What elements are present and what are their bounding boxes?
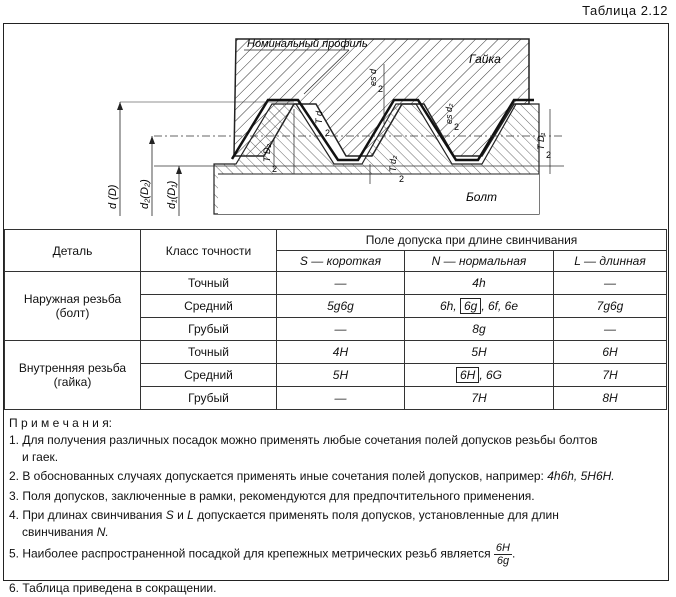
dim-d2-label: d₂(D₂) [139, 179, 151, 209]
cell-l: 7H [554, 364, 667, 387]
outer-thread-label [5, 272, 141, 341]
cell-n-boxed: 6H [456, 367, 479, 383]
class-cell: Грубый [141, 387, 277, 410]
header-s: S — короткая [277, 251, 405, 272]
dim-d-label: d (D) [107, 184, 119, 209]
header-part: Деталь [5, 230, 141, 272]
class-cell: Точный [141, 272, 277, 295]
cell-s: — [277, 387, 405, 410]
TD2-label: T D₂ [262, 144, 272, 162]
note-5-fraction [494, 542, 512, 567]
cell-l: — [554, 272, 667, 295]
cell-n-post: , 6f, 6e [481, 299, 519, 313]
notes-title: П р и м е ч а н и я: [9, 416, 113, 430]
note-4-n: N. [96, 525, 109, 539]
outer-thread-text: Наружная резьба (болт) [23, 292, 122, 320]
cell-n: 8g [404, 318, 553, 341]
note-4 [9, 507, 559, 524]
note-4-line2 [22, 524, 109, 541]
td-label: T d [314, 110, 324, 124]
note-4-text-a: 4. При длинах свинчивания [9, 508, 163, 522]
note-4-text-b: допускается применять поля допусков, установленные для длин [197, 508, 559, 522]
dim-d1-label: d₁(D₁) [166, 180, 178, 209]
cell-l: 8H [554, 387, 667, 410]
td2-two: 2 [399, 174, 405, 184]
note-5-text: 5. Наиболее распространенной посадкой для крепежных метрических резьб является [9, 546, 491, 561]
cell-l: — [554, 318, 667, 341]
nut-label: Гайка [469, 52, 501, 66]
cell-n [404, 364, 553, 387]
cell-s: 5g6g [277, 295, 405, 318]
cell-l: 7g6g [554, 295, 667, 318]
bolt-label: Болт [466, 190, 497, 204]
TD1-label: T D₁ [536, 132, 546, 150]
inner-thread-text: Внутренняя резьба (гайка) [18, 361, 127, 389]
table-row [5, 341, 667, 364]
note-4-and: и [177, 508, 184, 522]
table-row [5, 272, 667, 295]
cell-n: 5H [404, 341, 553, 364]
cell-s: 5H [277, 364, 405, 387]
cell-l: 6H [554, 341, 667, 364]
note-1b: и гаек. [22, 450, 59, 464]
note-4-text-c: свинчивания [22, 525, 94, 539]
fraction-denominator: 6g [496, 555, 510, 567]
cell-s: 4H [277, 341, 405, 364]
cell-n-pre: 6h, [439, 299, 457, 313]
header-n: N — нормальная [404, 251, 553, 272]
cell-s: — [277, 272, 405, 295]
cell-n [404, 295, 553, 318]
header-l: L — длинная [554, 251, 667, 272]
class-cell: Точный [141, 341, 277, 364]
cell-n-post: , 6G [479, 368, 502, 382]
TD2-two: 2 [272, 164, 278, 174]
cell-s: — [277, 318, 405, 341]
note-6: 6. Таблица приведена в сокращении. [9, 581, 217, 595]
class-cell: Грубый [141, 318, 277, 341]
esd2-two: 2 [454, 122, 460, 132]
note-3: 3. Поля допусков, заключенные в рамки, рекомендуются для предпочтительного применения. [9, 489, 535, 503]
table-frame [3, 23, 669, 595]
cell-n: 4h [404, 272, 553, 295]
cell-n: 7H [404, 387, 553, 410]
esd-two: 2 [378, 84, 384, 94]
note-2 [9, 468, 615, 485]
tolerance-table [4, 229, 667, 410]
header-field: Поле допуска при длине свинчивания [277, 230, 667, 251]
class-cell: Средний [141, 364, 277, 387]
esd-label: es d [368, 68, 378, 86]
class-cell: Средний [141, 295, 277, 318]
td-two: 2 [325, 128, 331, 138]
table-caption: Таблица 2.12 [582, 3, 668, 18]
inner-thread-label [5, 341, 141, 410]
note-2-text: 2. В обоснованных случаях допускается применять иные сочетания полей допусков, например: [9, 469, 544, 483]
note-4-s: S [165, 508, 174, 522]
note-5: 5. Наиболее распространенной посадкой для крепежных метрических резьб является $\frac{6H}{6g}$ . [9, 542, 516, 567]
header-class: Класс точности [141, 230, 277, 272]
nominal-profile-label: Номинальный профиль [247, 38, 368, 50]
note-2-example: 4h6h, 5H6H. [547, 469, 615, 483]
thread-profile-figure [4, 24, 667, 229]
esd2-label: es d₂ [444, 103, 454, 124]
note-4-l: L [187, 508, 194, 522]
fraction-numerator: 6H [495, 542, 510, 554]
td2-label: T d₂ [388, 155, 398, 172]
note-1a: 1. Для получения различных посадок можно применять любые сочетания полей допусков резьбы болтов [9, 433, 598, 447]
cell-n-boxed: 6g [460, 298, 481, 314]
TD1-two: 2 [546, 150, 552, 160]
